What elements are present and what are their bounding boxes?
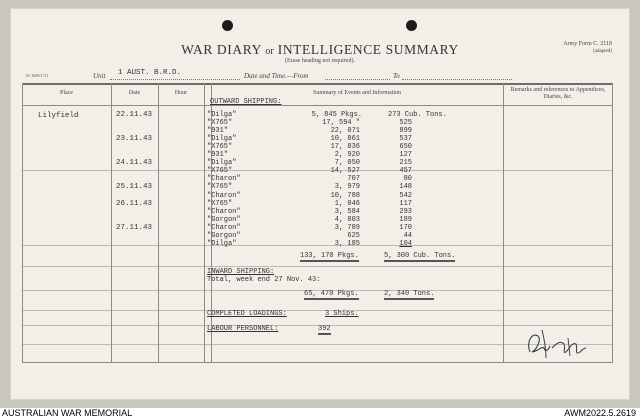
row-ship-name: "X765" <box>207 167 233 176</box>
unit-label: Unit <box>93 72 106 80</box>
row-tons: 293 <box>399 207 412 216</box>
row-tons: 457 <box>399 167 412 176</box>
row-date: 27.11.43 <box>116 223 153 232</box>
row-tons: 104 <box>399 239 412 248</box>
row-ship-name: "931" <box>207 127 229 136</box>
punch-hole <box>222 20 233 31</box>
row-ship-name: "931" <box>207 151 229 160</box>
row-tons: 525 <box>399 119 412 128</box>
form-number-text: Army Form C. 2118 <box>563 41 612 47</box>
to-label: To <box>393 72 400 80</box>
row-tons: 542 <box>399 191 412 200</box>
labour-personnel-label: LABOUR PERSONNEL: <box>207 325 279 333</box>
row-ship-name: "Charon" <box>207 207 241 216</box>
row-ship-name: "Charon" <box>207 223 241 232</box>
row-tons: 273 Cub. Tons. <box>388 111 447 119</box>
form-number <box>544 40 612 56</box>
row-tons: 189 <box>399 215 412 224</box>
archive-footer <box>0 408 640 420</box>
print-code: W. 3008/1711 <box>26 73 49 78</box>
outward-total-tons <box>384 252 455 260</box>
row-ship-name: "X765" <box>207 199 233 208</box>
row-packages: 10, 788 <box>330 191 360 200</box>
to-dotted-line <box>402 79 512 80</box>
row-ship-name: "Charon" <box>207 191 241 200</box>
row-ship-name: "Dilga" <box>207 239 237 248</box>
document-subtitle: (Erase heading not required). <box>285 58 355 64</box>
form-note: (adapted) <box>593 49 612 54</box>
footer-institution: AUSTRALIAN WAR MEMORIAL <box>2 408 133 418</box>
row-packages: 2, 920 <box>334 151 360 160</box>
row-packages: 17, 594 " <box>322 119 360 128</box>
outward-shipping-heading: OUTWARD SHIPPING: <box>210 98 282 106</box>
column-header-hour: Hour <box>174 90 188 96</box>
row-packages: 14, 527 <box>330 167 360 176</box>
outward-total-packages: 133, 170 Pkgs. <box>300 252 359 260</box>
row-date: 25.11.43 <box>116 183 153 192</box>
inward-tons: 2, 340 Tons. <box>384 290 435 298</box>
inward-total-line: Total, week end 27 Nov. 43: <box>207 276 321 284</box>
completed-loadings-value-text: 3 Ships. <box>325 310 359 318</box>
title-or: or <box>265 46 274 57</box>
row-ship-name: "X765" <box>207 119 233 128</box>
row-ship-name: "Dilga" <box>207 135 237 144</box>
handwritten-signature <box>522 318 590 364</box>
row-ship-name: "Dilga" <box>207 159 237 168</box>
column-header-date: Date <box>128 90 141 96</box>
column-rule <box>503 83 504 363</box>
row-ship-name: "Gorgon" <box>207 215 241 224</box>
place-lilyfield: Lilyfield <box>38 112 79 120</box>
date-dotted-line <box>325 79 390 80</box>
row-date: 24.11.43 <box>116 159 153 168</box>
row-tons: 537 <box>399 135 412 144</box>
column-header-place: Place <box>60 90 73 96</box>
row-tons: 148 <box>399 183 412 192</box>
row-ship-name: "Dilga" <box>207 111 237 119</box>
column-rule <box>22 83 23 363</box>
row-tons: 650 <box>399 143 412 152</box>
row-packages: 707 <box>347 175 360 184</box>
row-tons: 899 <box>399 127 412 136</box>
row-packages: 10, 861 <box>330 135 360 144</box>
row-date: 22.11.43 <box>116 111 153 119</box>
title-war-diary: WAR DIARY <box>181 42 262 57</box>
unit-dotted-line <box>110 79 240 80</box>
outward-total-tons-text: 5, 300 Cub. Tons. <box>384 252 456 260</box>
completed-loadings-value <box>325 310 359 318</box>
row-packages: 4, 803 <box>334 215 360 224</box>
completed-loadings-label: COMPLETED LOADINGS: <box>207 310 287 318</box>
row-packages: 5, 845 Pkgs. <box>311 111 362 119</box>
column-rule <box>612 83 613 363</box>
row-packages: 3, 185 <box>334 239 360 248</box>
row-ship-name: "X765" <box>207 183 233 192</box>
footer-reference: AWM2022.5.2619 <box>564 408 636 418</box>
row-packages: 3, 584 <box>334 207 360 216</box>
row-packages: 17, 836 <box>330 143 360 152</box>
row-packages: 1, 046 <box>334 199 360 208</box>
row-tons: 44 <box>403 231 412 240</box>
punch-hole <box>406 20 417 31</box>
column-rule <box>158 83 159 363</box>
row-tons: 80 <box>403 175 412 184</box>
row-tons: 117 <box>399 199 412 208</box>
column-header-remarks: Remarks and references to Appendices, Diaries, &c. <box>510 87 606 100</box>
row-ship-name: "X765" <box>207 143 233 152</box>
row-packages: 625 <box>347 231 360 240</box>
date-label: Date and Time.—From <box>244 72 309 80</box>
inward-shipping-heading: INWARD SHIPPING: <box>207 268 275 276</box>
row-tons: 215 <box>399 159 412 168</box>
column-rule <box>204 83 205 363</box>
row-packages: 3, 979 <box>334 183 360 192</box>
row-ship-name: "Charon" <box>207 175 241 184</box>
row-tons: 170 <box>399 223 412 232</box>
column-rule <box>111 83 112 363</box>
title-intelligence-summary: INTELLIGENCE SUMMARY <box>277 42 459 57</box>
row-packages: 3, 789 <box>334 223 360 232</box>
labour-personnel-value: 392 <box>318 325 331 333</box>
inward-packages: 65, 470 Pkgs. <box>304 290 359 298</box>
row-date: 23.11.43 <box>116 135 153 144</box>
column-header-summary: Summary of Events and Information <box>313 90 401 96</box>
row-packages: 22, 071 <box>330 127 360 136</box>
row-tons: 127 <box>399 151 412 160</box>
unit-value: 1 AUST. B.R.D. <box>118 69 182 77</box>
row-packages: 7, 050 <box>334 159 360 168</box>
row-ship-name: "Gorgon" <box>207 231 241 240</box>
row-date: 26.11.43 <box>116 199 153 208</box>
